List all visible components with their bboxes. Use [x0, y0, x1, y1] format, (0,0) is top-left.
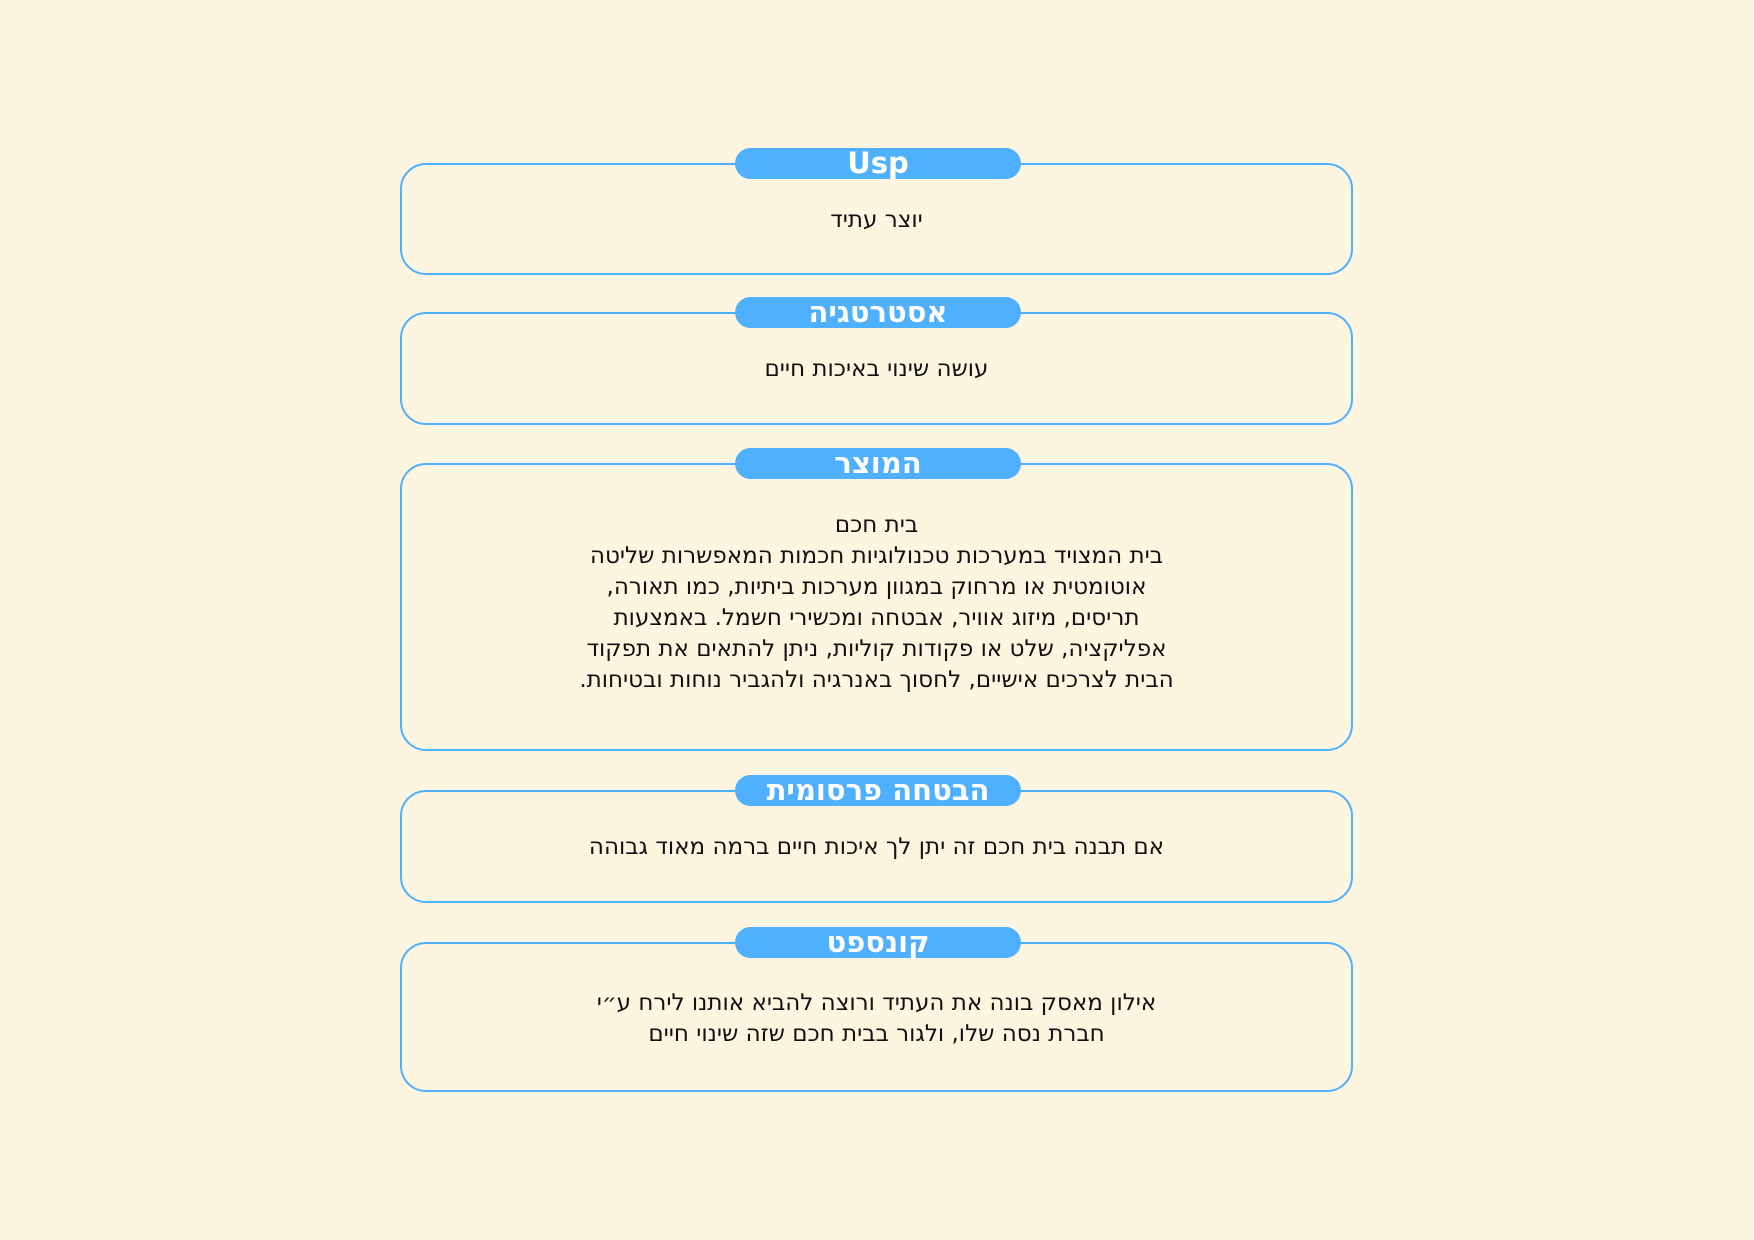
concept-title: קונספט: [735, 927, 1021, 958]
product-title: המוצר: [735, 448, 1021, 479]
concept-body: אילון מאסק בונה את העתיד ורוצה להביא אותנו לירח ע״י חברת נסה שלו, ולגור בבית חכם שזה שינוי חיים: [596, 990, 1157, 1047]
usp-title: Usp: [735, 148, 1021, 179]
usp-card: [400, 146, 1353, 275]
product-card: [400, 446, 1353, 751]
promise-body: אם תבנה בית חכם זה יתן לך איכות חיים ברמה מאוד גבוהה: [588, 834, 1165, 860]
strategy-body: עושה שינוי באיכות חיים: [764, 356, 989, 382]
concept-card: [400, 925, 1353, 1092]
promise-title: הבטחה פרסומית: [735, 775, 1021, 806]
strategy-title: אסטרטגיה: [735, 297, 1021, 328]
usp-body: יוצר עתיד: [830, 207, 923, 233]
product-body: בית חכם בית המצויד במערכות טכנולוגיות חכמות המאפשרות שליטה אוטומטית או מרחוק במגוון מערכות ביתיות, כמו תאורה, תריסים, מיזוג אוויר, אבטחה ומכשירי חשמל. באמצעות אפליקציה, שלט או פקודות קוליות, ניתן להתאים את תפקוד הבית לצרכים אישיים, לחסוך באנרגיה ולהגביר נוחות ובטיחות.: [579, 512, 1174, 693]
promise-card: [400, 773, 1353, 903]
strategy-card: [400, 295, 1353, 425]
